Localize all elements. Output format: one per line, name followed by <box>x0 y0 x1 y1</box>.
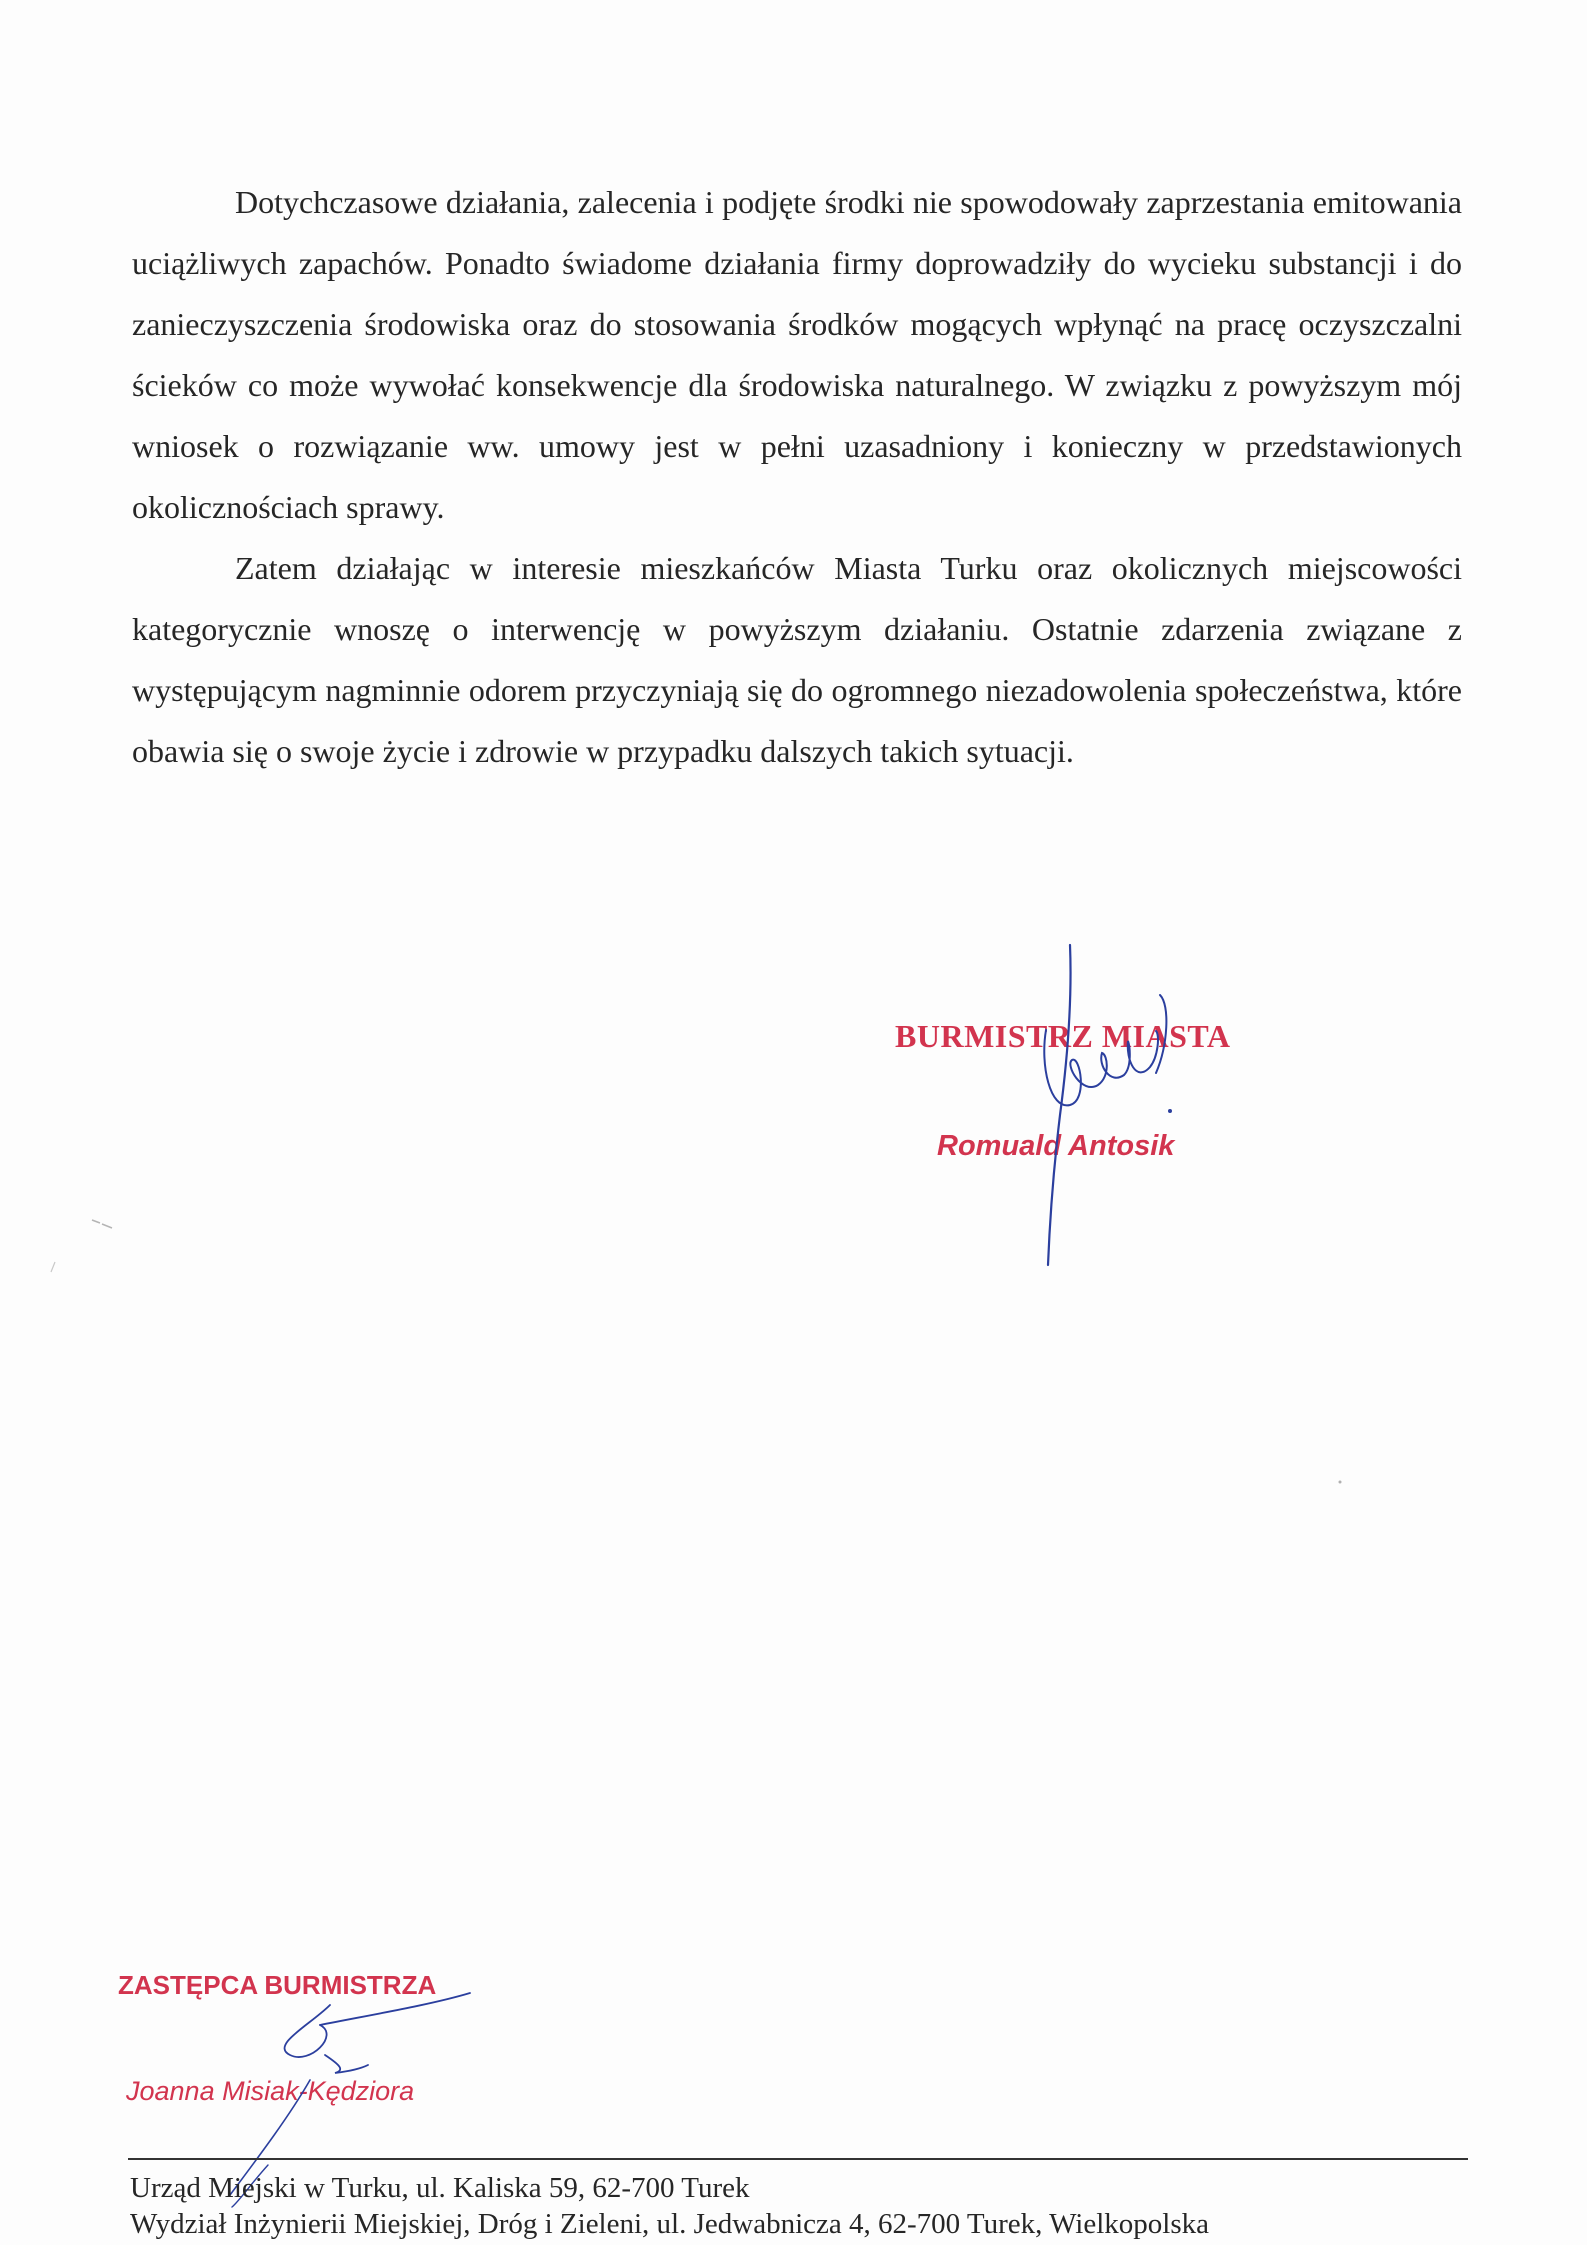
deputy-stamp-title: ZASTĘPCA BURMISTRZA <box>118 1970 437 2000</box>
mayor-signature <box>1010 935 1240 1275</box>
footer-line-1: Urząd Miejski w Turku, ul. Kaliska 59, 62-700 Turek <box>130 2172 750 2204</box>
mayor-stamp-name: Romuald Antosik <box>937 1130 1175 1162</box>
mayor-stamp-title: BURMISTRZ MIASTA <box>895 1018 1231 1054</box>
mayor-stamp <box>895 1018 1325 1162</box>
paragraph-1: Dotychczasowe działania, zalecenia i podjęte środki nie spowodowały zaprzestania emitowania uciążliwych zapachów. Ponadto świadome działania firmy doprowadziły do wycieku substancji i do zanieczyszczenia środowiska oraz do stosowania środków mogących wpłynąć na pracę oczyszczalni ścieków co może wywołać konsekwencje dla środowiska naturalnego. W związku z powyższym mój wniosek o rozwiązanie ww. umowy jest w pełni uzasadniony i konieczny w przedstawionych okolicznościach sprawy. <box>132 184 1462 525</box>
paragraph-2: Zatem działając w interesie mieszkańców Miasta Turku oraz okolicznych miejscowości kategorycznie wnoszę o interwencję w powyższym działaniu. Ostatnie zdarzenia związane z występującym nagminnie odorem przyczyniają się do ogromnego niezadowolenia społeczeństwa, które obawia się o swoje życie i zdrowie w przypadku dalszych takich sytuacji. <box>132 550 1462 769</box>
deputy-stamp-name: Joanna Misiak-Kędziora <box>126 2076 415 2106</box>
footer-line-2: Wydział Inżynierii Miejskiej, Dróg i Zieleni, ul. Jedwabnicza 4, 62-700 Turek, Wielkopolska <box>130 2208 1209 2240</box>
letter-body <box>132 172 1462 782</box>
deputy-stamp <box>118 1970 538 2106</box>
footer-divider <box>128 2158 1468 2160</box>
footer-address <box>130 2170 1470 2242</box>
